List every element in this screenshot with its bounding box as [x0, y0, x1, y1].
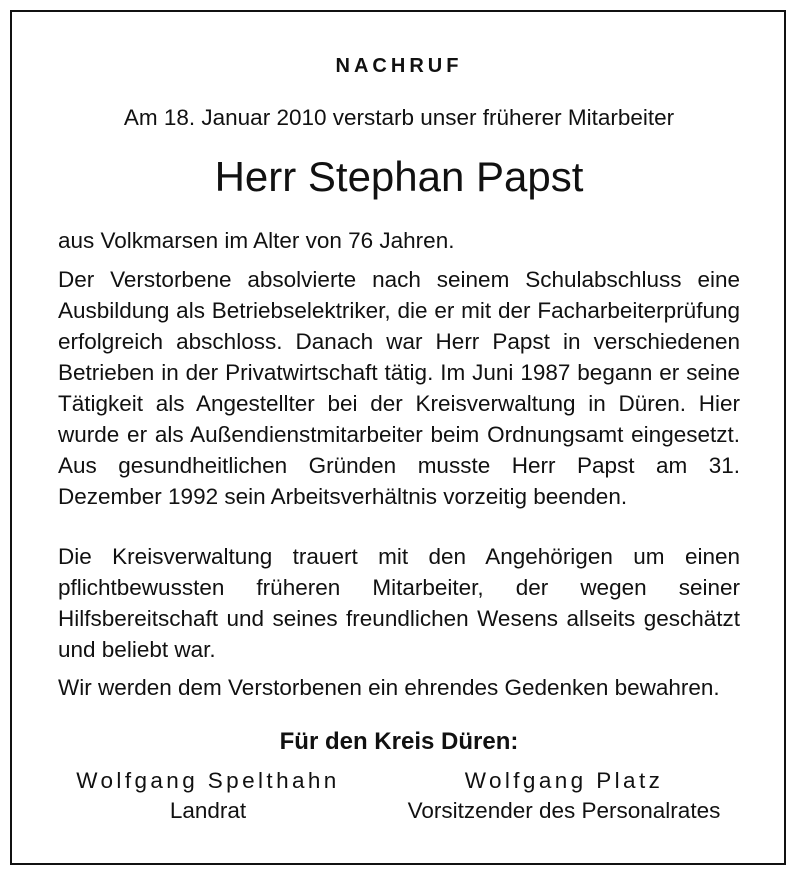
signatory-left [58, 766, 358, 826]
signoff-line: Für den Kreis Düren: [279, 728, 519, 755]
signatory-role: Vorsitzender des Personalrates [407, 798, 721, 823]
career-paragraph: Der Verstorbene absolvierte nach seinem Schulabschluss eine Ausbildung als Betriebselektriker, die er mit der Facharbeiterprüfung erfolgreich abschloss. Danach war Herr Papst in verschiedenen Betrieben in der Privatwirtschaft tätig. Im Juni 1987 begann er seine Tätigkeit als Angestellter bei der Kreisverwaltung in Düren. Hier wurde er als Außendienstmitarbeiter beim Ordnungsamt eingesetzt. Aus gesundheitlichen Gründen musste Herr Papst am 31. Dezember 1992 sein Arbeitsverhältnis vorzeitig beenden. [58, 267, 740, 509]
remembrance-paragraph: Wir werden dem Verstorbenen ein ehrendes Gedenken bewahren. [58, 675, 720, 700]
deceased-name: Herr Stephan Papst [214, 153, 584, 200]
intro-line: Am 18. Januar 2010 verstarb unser früherer Mitarbeiter [123, 105, 675, 130]
mourning-paragraph: Die Kreisverwaltung trauert mit den Angehörigen um einen pflichtbewussten früheren Mitarbeiter, der wegen seiner Hilfsbereitschaft und seines freundlichen Wesens allseits geschätzt und beliebt war. [58, 544, 740, 662]
notice-heading: NACHRUF [335, 55, 463, 77]
signatory-name: Wolfgang Spelthahn [76, 768, 340, 793]
signatory-right [388, 766, 740, 826]
age-paragraph: aus Volkmarsen im Alter von 76 Jahren. [58, 228, 455, 253]
signatory-name: Wolfgang Platz [464, 768, 664, 793]
signatory-role: Landrat [169, 798, 247, 823]
